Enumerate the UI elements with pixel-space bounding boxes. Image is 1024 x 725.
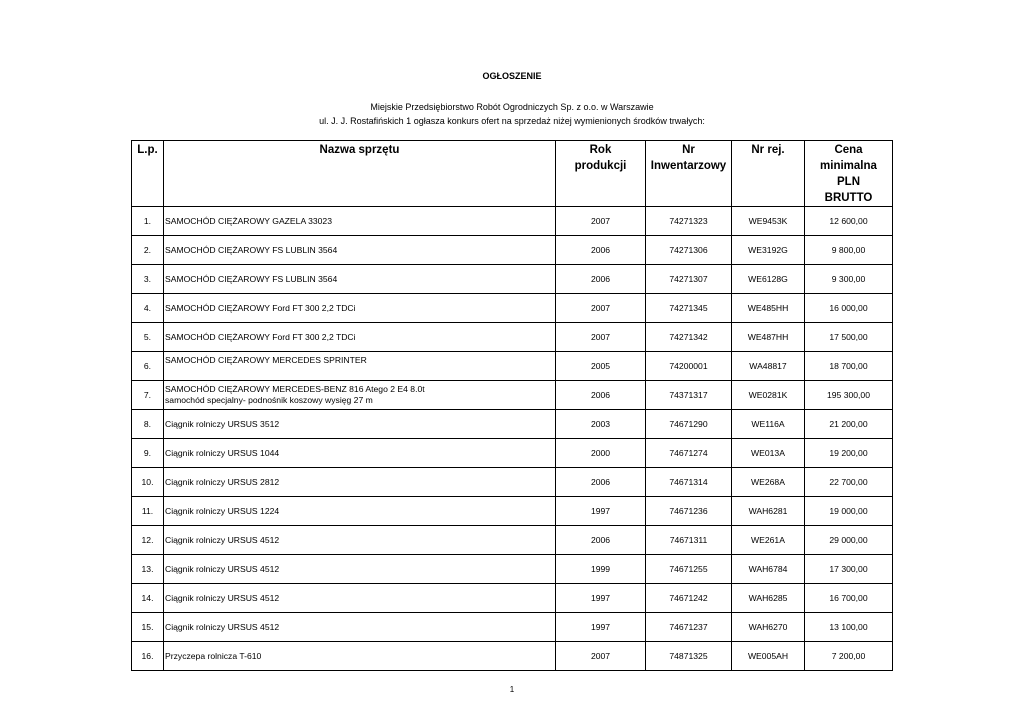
header-year-line: produkcji: [574, 160, 627, 172]
table-row: [132, 323, 893, 352]
table-row: [132, 410, 893, 439]
inventory-number: 74671311: [646, 526, 732, 555]
table-row: [132, 265, 893, 294]
production-year: 2007: [556, 207, 646, 236]
inventory-number: 74200001: [646, 352, 732, 381]
minimum-price: 17 500,00: [805, 323, 893, 352]
registration-number: WAH6270: [732, 613, 805, 642]
production-year: 1997: [556, 613, 646, 642]
inventory-number: 74671237: [646, 613, 732, 642]
table-header-row: [132, 141, 893, 207]
inventory-number: 74871325: [646, 642, 732, 671]
table-row: [132, 555, 893, 584]
registration-number: WE9453K: [732, 207, 805, 236]
row-number: 3.: [132, 265, 164, 294]
row-number: 2.: [132, 236, 164, 265]
equipment-name: [164, 410, 556, 439]
header-price-line: minimalna PLN: [820, 160, 877, 188]
production-year: 2007: [556, 294, 646, 323]
production-year: 2007: [556, 323, 646, 352]
inventory-number: 74671290: [646, 410, 732, 439]
registration-number: WAH6285: [732, 584, 805, 613]
registration-number: WA48817: [732, 352, 805, 381]
registration-number: WE268A: [732, 468, 805, 497]
inventory-number: 74671255: [646, 555, 732, 584]
equipment-name: [164, 584, 556, 613]
equipment-name-line: SAMOCHÓD CIĘŻAROWY Ford FT 300 2,2 TDCi: [165, 302, 356, 313]
inventory-number: 74671242: [646, 584, 732, 613]
equipment-name-line: SAMOCHÓD CIĘŻAROWY FS LUBLIN 3564: [165, 273, 338, 284]
registration-number: WE261A: [732, 526, 805, 555]
header-price-line: Cena: [834, 144, 863, 156]
header-inventory: [646, 141, 732, 207]
equipment-name: [164, 526, 556, 555]
row-number: 6.: [132, 352, 164, 381]
equipment-name: [164, 294, 556, 323]
equipment-name: [164, 265, 556, 294]
equipment-name-line: Ciągnik rolniczy URSUS 4512: [165, 621, 280, 632]
row-number: 7.: [132, 381, 164, 410]
minimum-price: 7 200,00: [805, 642, 893, 671]
equipment-name: [164, 613, 556, 642]
row-number: 9.: [132, 439, 164, 468]
row-number: 1.: [132, 207, 164, 236]
equipment-name-line: SAMOCHÓD CIĘŻAROWY MERCEDES SPRINTER: [165, 355, 367, 365]
table-row: [132, 584, 893, 613]
equipment-name-line: Przyczepa rolnicza T-610: [165, 650, 262, 661]
table-row: [132, 439, 893, 468]
production-year: 2006: [556, 236, 646, 265]
equipment-name-line: Ciągnik rolniczy URSUS 3512: [165, 418, 280, 429]
row-number: 4.: [132, 294, 164, 323]
registration-number: WE487HH: [732, 323, 805, 352]
equipment-name-line: Ciągnik rolniczy URSUS 1224: [165, 505, 280, 516]
table-row: [132, 642, 893, 671]
row-number: 8.: [132, 410, 164, 439]
header-year-line: Rok: [589, 144, 612, 156]
minimum-price: 9 300,00: [805, 265, 893, 294]
production-year: 1997: [556, 584, 646, 613]
production-year: 2006: [556, 526, 646, 555]
registration-number: WE005AH: [732, 642, 805, 671]
minimum-price: 17 300,00: [805, 555, 893, 584]
table-row: [132, 497, 893, 526]
inventory-number: 74371317: [646, 381, 732, 410]
table-row: [132, 207, 893, 236]
intro-line-announcement: ul. J. J. Rostafińskich 1 ogłasza konkurs ofert na sprzedaż niżej wymienionych środków trwałych:: [319, 116, 705, 126]
minimum-price: 9 800,00: [805, 236, 893, 265]
equipment-name-line: SAMOCHÓD CIĘŻAROWY Ford FT 300 2,2 TDCi: [165, 331, 356, 342]
minimum-price: 19 000,00: [805, 497, 893, 526]
equipment-name: [164, 468, 556, 497]
production-year: 2006: [556, 381, 646, 410]
equipment-name: [164, 381, 556, 410]
minimum-price: 29 000,00: [805, 526, 893, 555]
inventory-number: 74271323: [646, 207, 732, 236]
equipment-name: [164, 352, 556, 381]
table-row: [132, 352, 893, 381]
document-title: OGŁOSZENIE: [482, 71, 542, 81]
table-row: [132, 294, 893, 323]
row-number: 16.: [132, 642, 164, 671]
equipment-name: [164, 323, 556, 352]
inventory-number: 74271342: [646, 323, 732, 352]
production-year: 2006: [556, 468, 646, 497]
row-number: 11.: [132, 497, 164, 526]
header-price: [805, 141, 893, 207]
registration-number: WE013A: [732, 439, 805, 468]
table-row: [132, 468, 893, 497]
inventory-number: 74671314: [646, 468, 732, 497]
registration-number: WE116A: [732, 410, 805, 439]
equipment-name-line: Ciągnik rolniczy URSUS 4512: [165, 563, 280, 574]
equipment-name-line: SAMOCHÓD CIĘŻAROWY FS LUBLIN 3564: [165, 244, 338, 255]
equipment-name-line: [165, 366, 552, 377]
production-year: 1997: [556, 497, 646, 526]
minimum-price: 12 600,00: [805, 207, 893, 236]
inventory-number: 74671274: [646, 439, 732, 468]
row-number: 14.: [132, 584, 164, 613]
equipment-name: [164, 497, 556, 526]
equipment-name-line: SAMOCHÓD CIĘŻAROWY MERCEDES-BENZ 816 Atego 2 E4 8.0t: [165, 384, 425, 394]
intro-line-company: Miejskie Przedsiębiorstwo Robót Ogrodniczych Sp. z o.o. w Warszawie: [370, 102, 654, 112]
equipment-name: [164, 236, 556, 265]
minimum-price: 13 100,00: [805, 613, 893, 642]
page-number: 1: [509, 685, 515, 694]
registration-number: WAH6784: [732, 555, 805, 584]
row-number: 12.: [132, 526, 164, 555]
equipment-name: [164, 642, 556, 671]
equipment-table: [131, 140, 893, 671]
header-price-line: BRUTTO: [824, 192, 873, 204]
inventory-number: 74271307: [646, 265, 732, 294]
minimum-price: 195 300,00: [805, 381, 893, 410]
equipment-name-line: Ciągnik rolniczy URSUS 4512: [165, 592, 280, 603]
production-year: 2000: [556, 439, 646, 468]
header-registration: Nr rej.: [732, 141, 805, 207]
row-number: 10.: [132, 468, 164, 497]
production-year: 1999: [556, 555, 646, 584]
equipment-name-line: Ciągnik rolniczy URSUS 1044: [165, 447, 280, 458]
registration-number: WE485HH: [732, 294, 805, 323]
equipment-name: [164, 439, 556, 468]
equipment-name-line: samochód specjalny- podnośnik koszowy wysięg 27 m: [165, 395, 373, 405]
row-number: 15.: [132, 613, 164, 642]
header-lp: L.p.: [132, 141, 164, 207]
row-number: 5.: [132, 323, 164, 352]
registration-number: WE3192G: [732, 236, 805, 265]
registration-number: WE6128G: [732, 265, 805, 294]
minimum-price: 16 700,00: [805, 584, 893, 613]
minimum-price: 16 000,00: [805, 294, 893, 323]
header-inventory-line: Nr: [682, 144, 695, 156]
inventory-number: 74671236: [646, 497, 732, 526]
equipment-name-line: Ciągnik rolniczy URSUS 2812: [165, 476, 280, 487]
row-number: 13.: [132, 555, 164, 584]
equipment-name-line: SAMOCHÓD CIĘŻAROWY GAZELA 33023: [165, 215, 332, 226]
header-name: Nazwa sprzętu: [164, 141, 556, 207]
registration-number: WAH6281: [732, 497, 805, 526]
table-row: [132, 236, 893, 265]
table-row: [132, 381, 893, 410]
production-year: 2006: [556, 265, 646, 294]
inventory-number: 74271306: [646, 236, 732, 265]
table-row: [132, 526, 893, 555]
header-inventory-line: Inwentarzowy: [650, 160, 727, 172]
production-year: 2007: [556, 642, 646, 671]
header-year: [556, 141, 646, 207]
table-row: [132, 613, 893, 642]
production-year: 2005: [556, 352, 646, 381]
minimum-price: 19 200,00: [805, 439, 893, 468]
inventory-number: 74271345: [646, 294, 732, 323]
production-year: 2003: [556, 410, 646, 439]
registration-number: WE0281K: [732, 381, 805, 410]
minimum-price: 22 700,00: [805, 468, 893, 497]
minimum-price: 21 200,00: [805, 410, 893, 439]
equipment-name-line: Ciągnik rolniczy URSUS 4512: [165, 534, 280, 545]
equipment-name: [164, 555, 556, 584]
minimum-price: 18 700,00: [805, 352, 893, 381]
equipment-name: [164, 207, 556, 236]
